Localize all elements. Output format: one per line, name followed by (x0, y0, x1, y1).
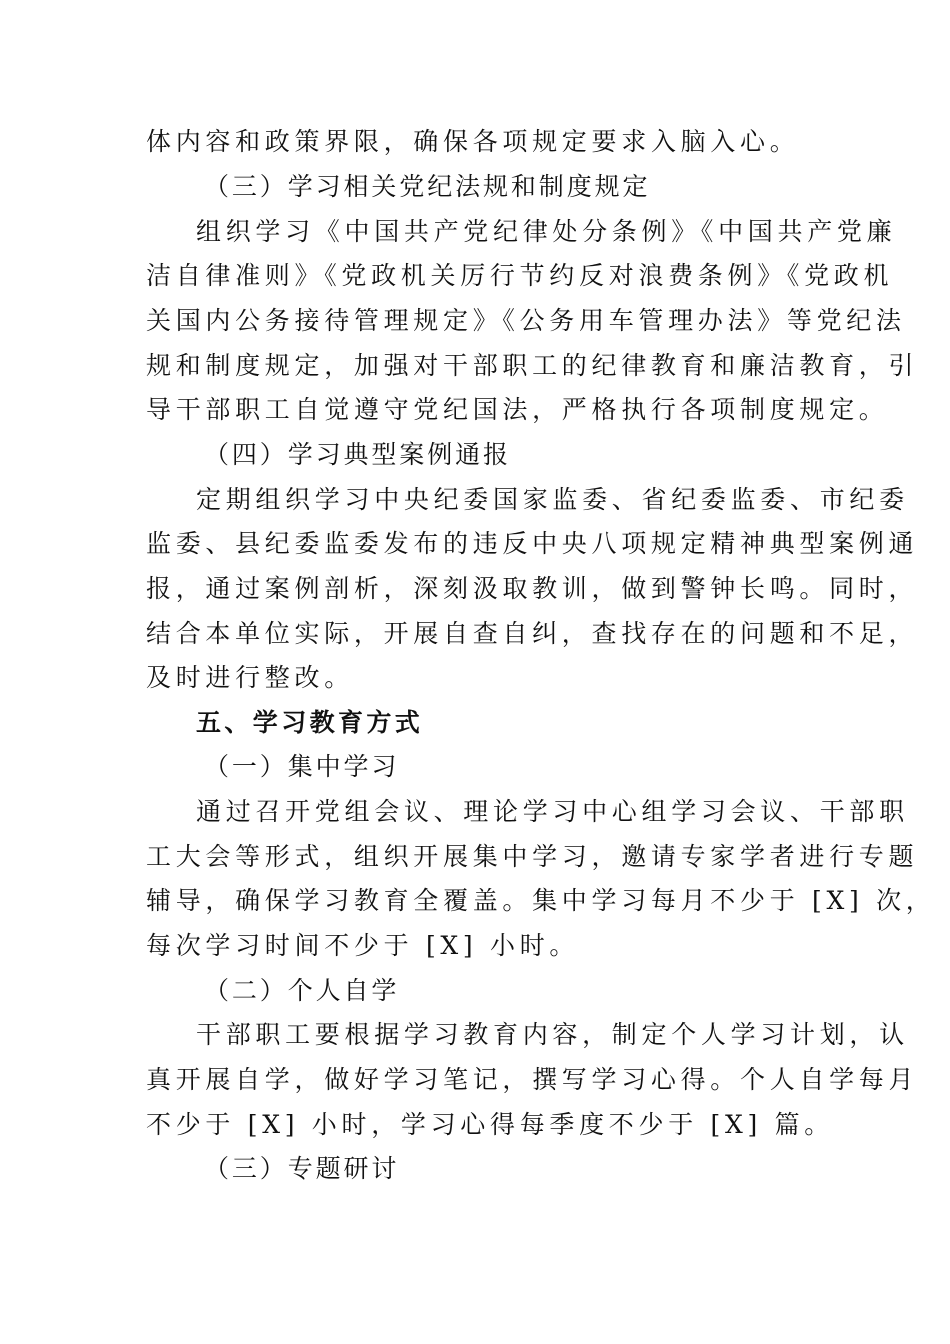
paragraph-line: 工大会等形式，组织开展集中学习，邀请专家学者进行专题 (146, 842, 919, 871)
section-subheading: （二）个人自学 (204, 976, 400, 1005)
paragraph-line: 组织学习《中国共产党纪律处分条例》《中国共产党廉 (196, 217, 897, 246)
paragraph-line: 真开展自学，做好学习笔记，撰写学习心得。个人自学每月 (146, 1065, 919, 1094)
paragraph-line: 辅导，确保学习教育全覆盖。集中学习每月不少于 [X] 次， (146, 886, 936, 915)
paragraph-line: 不少于 [X] 小时，学习心得每季度不少于 [X] 篇。 (146, 1110, 834, 1139)
section-subheading: （三）专题研讨 (204, 1154, 400, 1183)
section-subheading: （一）集中学习 (204, 752, 400, 781)
paragraph-line: 及时进行整改。 (146, 663, 354, 692)
section-heading: 五、学习教育方式 (196, 708, 424, 737)
paragraph-line: 监委、县纪委监委发布的违反中央八项规定精神典型案例通 (146, 529, 919, 558)
paragraph-line: 体内容和政策界限，确保各项规定要求入脑入心。 (146, 127, 800, 156)
section-subheading: （三）学习相关党纪法规和制度规定 (204, 172, 651, 201)
paragraph-line: 干部职工要根据学习教育内容，制定个人学习计划，认 (196, 1020, 909, 1049)
paragraph-line: 报，通过案例剖析，深刻汲取教训，做到警钟长鸣。同时， (146, 574, 919, 603)
section-subheading: （四）学习典型案例通报 (204, 440, 511, 469)
paragraph-line: 规和制度规定，加强对干部职工的纪律教育和廉洁教育，引 (146, 351, 919, 380)
paragraph-line: 洁自律准则》《党政机关厉行节约反对浪费条例》《党政机 (146, 261, 894, 290)
paragraph-line: 通过召开党组会议、理论学习中心组学习会议、干部职 (196, 797, 909, 826)
paragraph-line: 结合本单位实际，开展自查自纠，查找存在的问题和不足， (146, 619, 919, 648)
paragraph-line: 定期组织学习中央纪委国家监委、省纪委监委、市纪委 (196, 485, 909, 514)
paragraph-line: 导干部职工自觉遵守党纪国法，严格执行各项制度规定。 (146, 395, 889, 424)
paragraph-line: 每次学习时间不少于 [X] 小时。 (146, 931, 580, 960)
paragraph-line: 关国内公务接待管理规定》《公务用车管理办法》等党纪法 (146, 306, 906, 335)
